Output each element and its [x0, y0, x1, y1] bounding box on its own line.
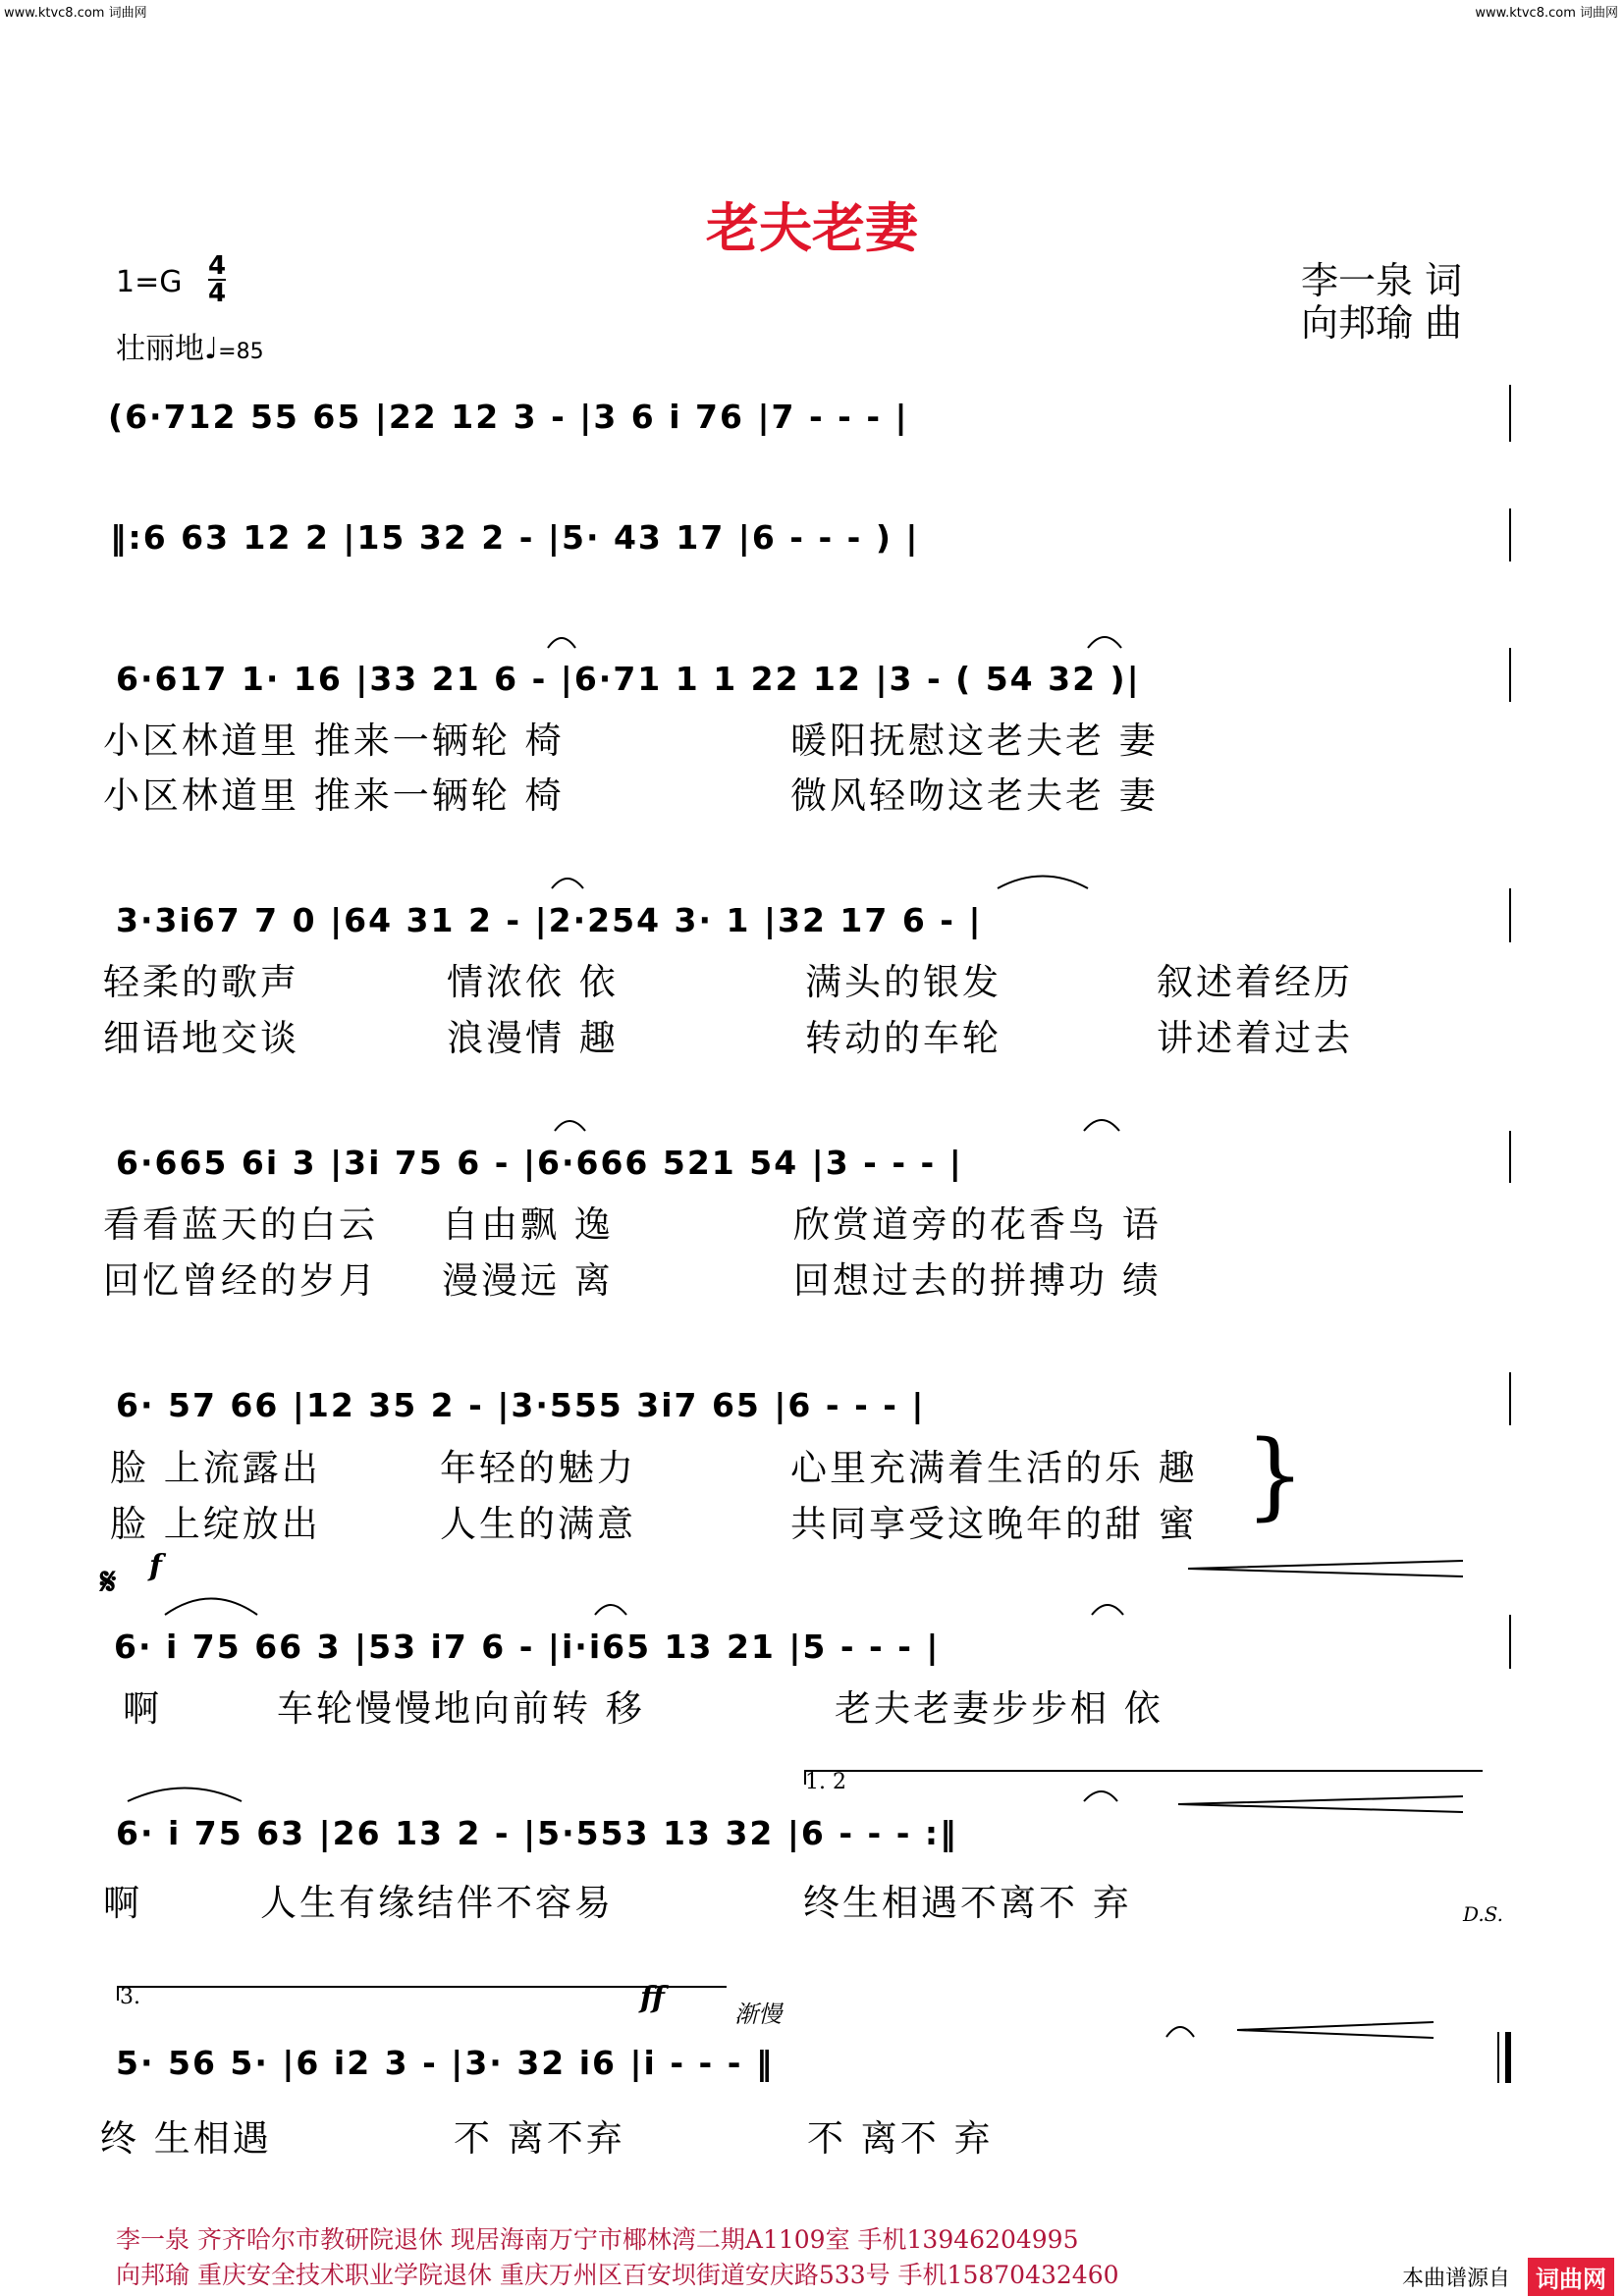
lyric-9-c: 不 离不 弃	[807, 2117, 994, 2160]
lyricist-credit: 李一泉 词	[1301, 259, 1463, 302]
segno-icon: 𝄋	[100, 1559, 117, 1603]
system-8-notes: 6· i 75 63 |26 13 2 - |5·553 13 32 |6 - - - :‖	[116, 1814, 958, 1852]
lyric-9-b: 不 离不弃	[454, 2117, 625, 2160]
lyric-5-1b: 自由飘 逸	[442, 1203, 614, 1246]
system-9-notes: 5· 56 5· |6 i2 3 - |3· 32 i6 |i - - - ‖	[116, 2044, 775, 2082]
lyric-4-1a: 轻柔的歌声	[103, 961, 299, 1003]
dynamic-ff: ff	[640, 1981, 665, 2015]
lyric-4-1b: 情浓依 依	[447, 961, 619, 1003]
watermark-right: www.ktvc8.com 词曲网	[1475, 6, 1618, 21]
lyric-3-1b: 暖阳抚慰这老夫老 妻	[790, 720, 1159, 762]
song-title: 老夫老妻	[706, 197, 918, 259]
lyric-4-2b: 浪漫情 趣	[447, 1017, 619, 1059]
lyric-8-b: 人生有缘结伴不容易	[260, 1882, 614, 1924]
lyric-7-a: 啊	[123, 1687, 162, 1730]
lyric-3-1a: 小区林道里 推来一辆轮 椅	[103, 720, 565, 762]
volta-3: 3.	[120, 1985, 140, 2009]
lyric-4-2a: 细语地交谈	[103, 1017, 299, 1059]
bpm-value: =85	[218, 340, 264, 364]
system-7-notes: 6· i 75 66 3 |53 i7 6 - |i·i65 13 21 |5 - - - |	[114, 1628, 941, 1666]
lyric-6-1b: 年轻的魅力	[440, 1447, 636, 1489]
footer-line-2: 向邦瑜 重庆安全技术职业学院退休 重庆万州区百安坝街道安庆路533号 手机15870432460	[116, 2261, 1119, 2289]
lyric-4-2d: 讲述着过去	[1157, 1017, 1353, 1059]
lyric-5-2b: 漫漫远 离	[442, 1259, 614, 1302]
system-4-notes: 3·3i67 7 0 |64 31 2 - |2·254 3· 1 |32 17 6 - |	[116, 901, 983, 939]
lyric-6-2a: 脸 上绽放出	[110, 1503, 321, 1545]
lyric-8-a: 啊	[103, 1882, 142, 1924]
lyric-4-1d: 叙述着经历	[1157, 961, 1353, 1003]
lyric-9-a: 终 生相遇	[100, 2117, 272, 2160]
lyric-4-1c: 满头的银发	[805, 961, 1001, 1003]
system-6-notes: 6· 57 66 |12 35 2 - |3·555 3i7 65 |6 - - - |	[116, 1386, 926, 1424]
site-logo[interactable]: 词曲网	[1528, 2258, 1614, 2296]
source-note: 本曲谱源自	[1402, 2267, 1511, 2291]
lyric-3-2b: 微风轻吻这老夫老 妻	[790, 774, 1159, 817]
lyric-5-1a: 看看蓝天的白云	[103, 1203, 378, 1246]
expression-text: 壮丽地	[116, 332, 204, 366]
lyric-6-1a: 脸 上流露出	[110, 1447, 321, 1489]
lyric-6-1c: 心里充满着生活的乐 趣	[790, 1447, 1198, 1489]
lyric-5-1c: 欣赏道旁的花香鸟 语	[793, 1203, 1162, 1246]
lyric-4-2c: 转动的车轮	[805, 1017, 1001, 1059]
footer-line-1: 李一泉 齐齐哈尔市教研院退休 现居海南万宁市椰林湾二期A1109室 手机13946204995	[116, 2225, 1079, 2254]
system-5-notes: 6·665 6i 3 |3i 75 6 - |6·666 521 54 |3 - - - |	[116, 1144, 963, 1182]
lyric-5-2c: 回想过去的拼搏功 绩	[793, 1259, 1162, 1302]
system-3-notes: 6·617 1· 16 |33 21 6 - |6·71 1 1 22 12 |3 - ( 54 32 )|	[116, 660, 1141, 698]
quarter-note-icon: ♩	[204, 332, 219, 366]
lyric-7-b: 车轮慢慢地向前转 移	[277, 1687, 645, 1730]
verse-brace: }	[1245, 1420, 1306, 1530]
lyric-7-c: 老夫老妻步步相 依	[835, 1687, 1164, 1730]
key-signature: 1=G	[116, 265, 183, 299]
lyric-3-2a: 小区林道里 推来一辆轮 椅	[103, 774, 565, 817]
dynamic-f: f	[149, 1549, 162, 1583]
lyric-6-2b: 人生的满意	[440, 1503, 636, 1545]
volta-1-2: 1. 2	[805, 1770, 846, 1794]
system-1-notes: (6·712 55 65 |22 12 3 - |3 6 i 76 |7 - - - |	[108, 398, 909, 436]
system-2-notes: ‖:6 63 12 2 |15 32 2 - |5· 43 17 |6 - - - ) |	[110, 518, 920, 557]
watermark-left: www.ktvc8.com 词曲网	[4, 6, 147, 21]
lyric-5-2a: 回忆曾经的岁月	[103, 1259, 378, 1302]
lyric-8-c: 终生相遇不离不 弃	[803, 1882, 1132, 1924]
ds-mark: D.S.	[1463, 1902, 1504, 1926]
time-sig-bottom: 4	[208, 279, 227, 308]
composer-credit: 向邦瑜 曲	[1301, 301, 1463, 345]
tempo-change: 渐慢	[734, 2001, 782, 2028]
lyric-6-2c: 共同享受这晚年的甜 蜜	[790, 1503, 1198, 1545]
time-sig-top: 4	[208, 251, 227, 281]
